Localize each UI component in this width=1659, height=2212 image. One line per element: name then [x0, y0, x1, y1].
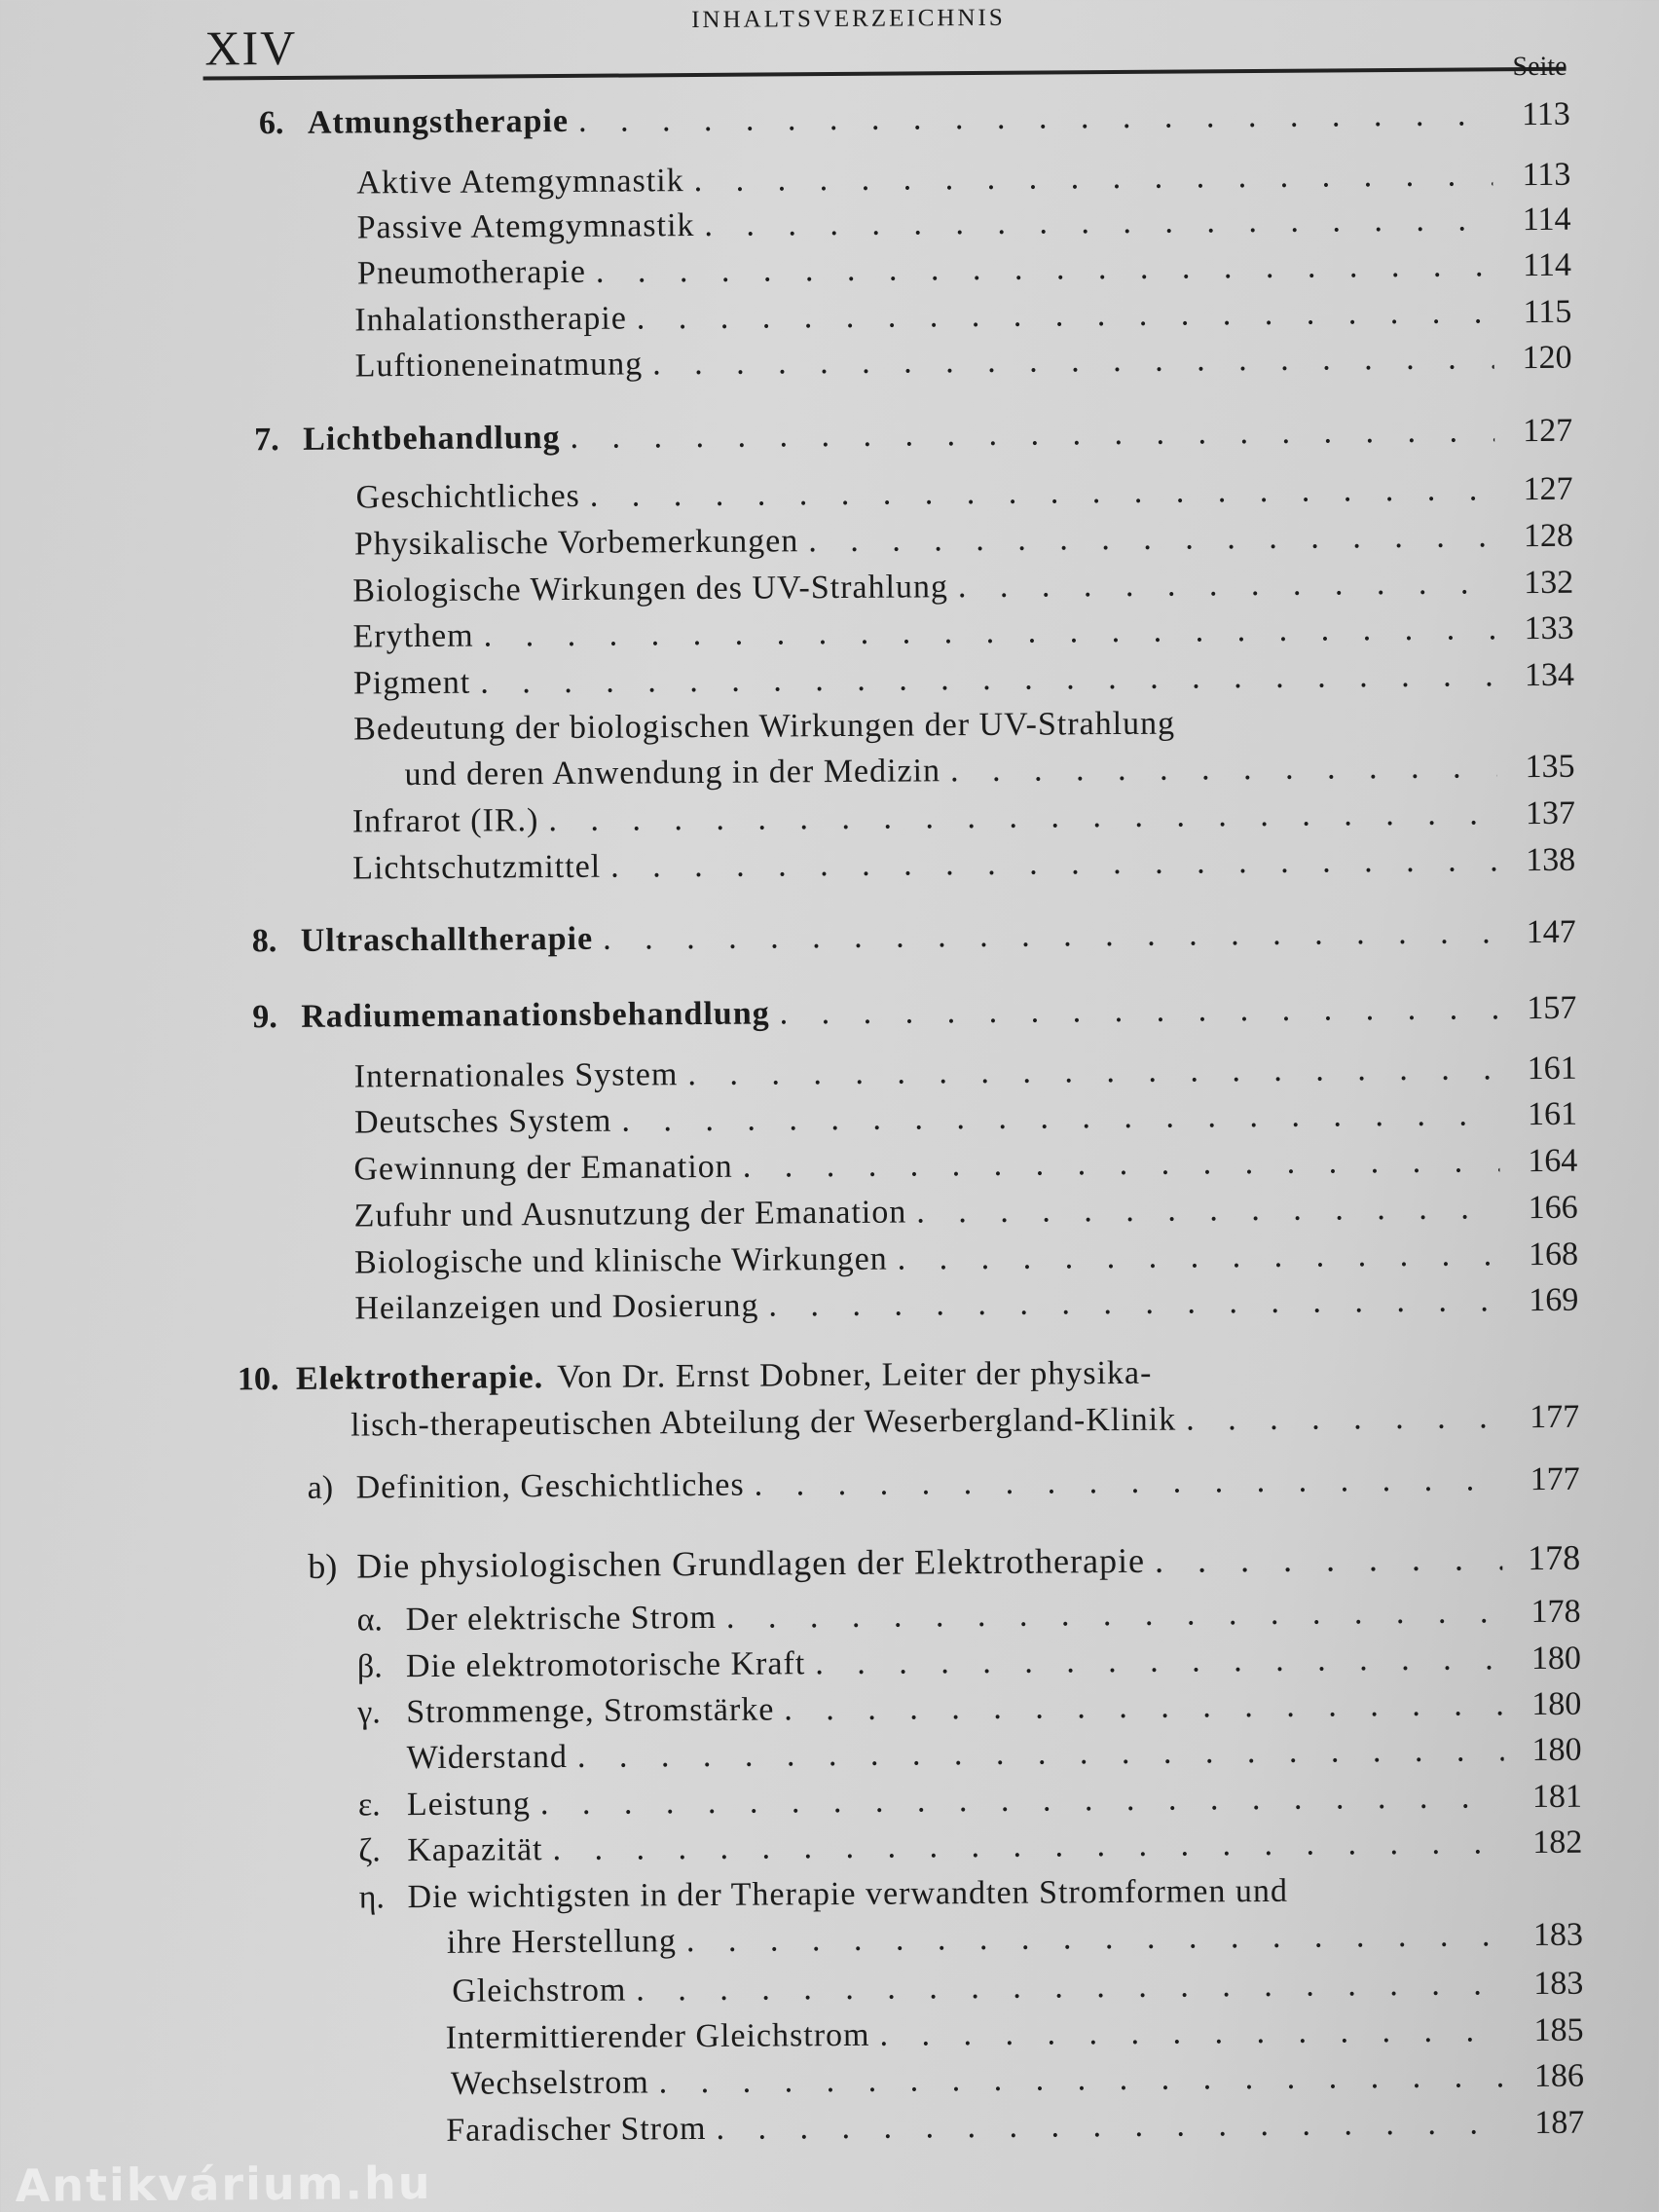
toc-entry-title: Wechselstrom [450, 2064, 649, 2102]
watermark: Antikvárium.hu [15, 2156, 432, 2212]
toc-entry [356, 157, 1570, 203]
toc-entry-page: 133 [1524, 609, 1574, 647]
toc-entry-page: 134 [1524, 656, 1575, 694]
toc-entry [353, 703, 1574, 749]
toc-entry-number: η. [358, 1879, 386, 1916]
toc-entry-title: Die physiologischen Grundlagen der Elektrotherapie [356, 1540, 1146, 1586]
toc-entry [358, 1871, 1582, 1917]
toc-entry [259, 96, 1570, 142]
toc-entry-number: 8. [251, 923, 277, 960]
toc-entry-page: 137 [1525, 794, 1575, 832]
toc-entry [355, 340, 1572, 386]
toc-entry-title: Erythem [352, 617, 474, 655]
toc-entry-page: 120 [1522, 339, 1572, 377]
toc-entry-page: 182 [1532, 1824, 1583, 1862]
dot-leader [596, 247, 1493, 290]
dot-leader [484, 610, 1496, 654]
toc-entry [354, 1282, 1578, 1328]
dot-leader [1186, 1399, 1501, 1438]
toc-entry-page: 181 [1531, 1778, 1583, 1816]
toc-entry-title: Der elektrische Strom [405, 1599, 718, 1639]
toc-entry-title: Passive Atemgymnastik [356, 207, 695, 246]
toc-entry-page: 147 [1526, 913, 1576, 951]
dot-leader [898, 1236, 1501, 1277]
toc-entry-number: 9. [252, 999, 277, 1036]
dot-leader [621, 1096, 1499, 1139]
toc-entry-page: 128 [1523, 517, 1574, 555]
toc-entry-page: 178 [1528, 1537, 1581, 1578]
toc-entry-title: Intermittierender Gleichstrom [445, 2016, 870, 2056]
toc-entry [353, 657, 1574, 703]
dot-leader [1155, 1537, 1503, 1580]
header-rule [203, 67, 1567, 81]
toc-entry [354, 294, 1571, 340]
toc-entry-number: α. [356, 1602, 384, 1639]
toc-entry [358, 1779, 1582, 1825]
toc-entry-page: 180 [1531, 1731, 1582, 1769]
toc-entry-title: Die elektromotorische Kraft [405, 1645, 806, 1685]
toc-entry-page: 178 [1530, 1593, 1581, 1631]
dot-leader [570, 413, 1494, 457]
toc-entry [404, 749, 1574, 793]
toc-entry-page: 113 [1522, 156, 1571, 194]
dot-leader [950, 749, 1497, 790]
toc-entry-number: γ. [357, 1694, 381, 1731]
toc-entry [406, 1732, 1581, 1777]
toc-entry-title: Widerstand [406, 1738, 569, 1777]
toc-entry-number: 10. [237, 1361, 279, 1398]
toc-entry-title: Deutsches System [353, 1102, 612, 1141]
toc-entry [452, 1966, 1583, 2010]
toc-entry [446, 2105, 1584, 2150]
toc-entry [352, 842, 1575, 888]
dot-leader [480, 657, 1496, 701]
toc-entry-page: 113 [1521, 95, 1570, 133]
toc-entry-title: Kapazität [407, 1831, 543, 1869]
toc-entry-page: 161 [1527, 1050, 1577, 1088]
toc-entry-number: 6. [258, 104, 284, 142]
dot-leader [694, 157, 1493, 200]
dot-leader [603, 914, 1498, 957]
toc-entry [354, 1096, 1577, 1142]
dot-leader [704, 202, 1493, 244]
toc-entry-title: Bedeutung der biologischen Wirkungen der UV-Strahlung [353, 705, 1176, 748]
toc-entry-page: 127 [1522, 412, 1573, 450]
dot-leader [659, 2058, 1506, 2101]
toc-entry-page: 183 [1533, 1965, 1584, 2003]
toc-entry-page: 164 [1528, 1142, 1578, 1180]
page-number: XIV [204, 19, 298, 76]
dot-leader [540, 1779, 1504, 1823]
toc-entry [354, 1190, 1578, 1235]
dot-leader [686, 1917, 1505, 1960]
toc-entry-title: Radiumemanationsbehandlung [301, 995, 770, 1035]
toc-entry-title: Physikalische Vorbemerkungen [353, 523, 799, 563]
toc-entry-number: b) [308, 1546, 338, 1586]
toc-entry-page: 132 [1524, 564, 1574, 602]
toc-entry-title: Pneumotherapie [356, 253, 587, 292]
dot-leader [652, 340, 1494, 383]
toc-entry-number: ε. [357, 1787, 381, 1824]
dot-leader [755, 1461, 1502, 1503]
toc-entry-title: ihre Herstellung [446, 1923, 678, 1961]
toc-entry-title: Faradischer Strom [446, 2110, 707, 2149]
dot-leader [687, 1051, 1499, 1093]
toc-entry-title: Aktive Atemgymnastik [356, 163, 684, 202]
toc-entry-page: 186 [1533, 2057, 1585, 2095]
toc-entry-page: 168 [1528, 1235, 1579, 1273]
toc-entry-title: lisch-therapeutischen Abteilung der Weserbergland-Klinik [350, 1401, 1177, 1444]
running-header-title: INHALTSVERZEICHNIS [691, 4, 1006, 34]
dot-leader [716, 2105, 1506, 2148]
toc-entry-page: 157 [1527, 989, 1577, 1027]
toc-entry-page: 183 [1532, 1916, 1584, 1954]
toc-entry-title: Inhalationstherapie [354, 300, 627, 339]
toc-entry-title: Geschichtliches [355, 477, 580, 516]
toc-entry-page: 135 [1525, 748, 1575, 786]
toc-entry [445, 2012, 1583, 2057]
dot-leader [637, 294, 1494, 337]
toc-entry [357, 1641, 1581, 1686]
toc-entry-title: Die wichtigsten in der Therapie verwandten Stromformen und [407, 1872, 1289, 1916]
toc-entry-title: Biologische und klinische Wirkungen [353, 1240, 888, 1281]
dot-leader [784, 1686, 1503, 1728]
toc-entry [358, 1825, 1582, 1870]
toc-entry [252, 914, 1576, 960]
toc-entry-page: 127 [1523, 470, 1573, 508]
dot-leader [590, 471, 1495, 514]
toc-entry-title: Leistung [406, 1786, 532, 1824]
toc-entry [354, 518, 1573, 564]
toc-entry-title: Pigment [352, 664, 471, 702]
toc-entry [238, 1352, 1579, 1399]
toc-entry [252, 990, 1576, 1036]
dot-leader [743, 1143, 1500, 1185]
seite-column-label: Seite [1512, 51, 1567, 83]
toc-entry-title: Biologische Wirkungen des UV-Strahlung [352, 569, 949, 609]
dot-leader [958, 565, 1496, 606]
toc-entry [355, 471, 1572, 517]
toc-entry [354, 1236, 1578, 1282]
dot-leader [879, 2012, 1505, 2053]
toc-entry-page: 161 [1527, 1095, 1578, 1133]
toc-entry [447, 1917, 1583, 1962]
toc-entry [254, 413, 1572, 459]
dot-leader [780, 990, 1499, 1032]
toc-entry-title: Lichtbehandlung [303, 419, 561, 458]
toc-entry-number: β. [356, 1648, 383, 1685]
toc-entry-title: Strommenge, Stromstärke [406, 1691, 775, 1731]
toc-entry-title: Zufuhr und Ausnutzung der Emanation [353, 1194, 907, 1235]
dot-leader [577, 1732, 1504, 1776]
toc-entry [354, 1051, 1577, 1096]
toc-entry [352, 795, 1575, 841]
dot-leader [636, 1966, 1505, 2009]
toc-entry-page: 115 [1523, 293, 1572, 331]
dot-leader [916, 1190, 1500, 1231]
toc-entry-author: Von Dr. Ernst Dobner, Leiter der physika- [557, 1354, 1153, 1396]
toc-entry-page: 180 [1531, 1685, 1582, 1723]
toc-entry-title: Internationales System [353, 1056, 679, 1095]
toc-entry-title: Gleichstrom [452, 1972, 627, 2009]
toc-entry-title: Elektrotherapie. [295, 1359, 544, 1397]
toc-entry-page: 169 [1529, 1281, 1579, 1319]
toc-entry [350, 1399, 1579, 1445]
toc-entry-page: 177 [1530, 1460, 1580, 1498]
toc-entry [308, 1537, 1580, 1587]
dot-leader [578, 96, 1493, 140]
toc-entry-title: Lichtschutzmittel [352, 848, 602, 887]
dot-leader [552, 1825, 1504, 1868]
toc-entry [308, 1461, 1580, 1507]
dot-leader [815, 1641, 1503, 1682]
toc-entry [357, 202, 1571, 247]
toc-entry-title: Definition, Geschichtliches [355, 1466, 745, 1506]
toc-entry-page: 114 [1523, 246, 1572, 284]
toc-entry-title: Ultraschalltherapie [300, 920, 594, 959]
toc-entry [353, 1143, 1577, 1189]
toc-entry-title: Gewinnung der Emanation [353, 1148, 733, 1188]
toc-entry-title: Luftioneneinatmung [354, 346, 644, 385]
toc-entry-page: 166 [1528, 1189, 1578, 1227]
dot-leader [768, 1282, 1500, 1324]
toc-entry-number: 7. [254, 422, 279, 459]
toc-entry-title: Infrarot (IR.) [351, 802, 539, 840]
toc-entry-page: 185 [1533, 2011, 1584, 2049]
toc-entry-title: Heilanzeigen und Dosierung [354, 1287, 759, 1327]
dot-leader [726, 1594, 1503, 1637]
dot-leader [548, 795, 1497, 839]
toc-entry [357, 1686, 1581, 1732]
toc-entry-title: Atmungstherapie [307, 102, 570, 141]
toc-entry [356, 1594, 1580, 1640]
toc-entry-number: ζ. [358, 1832, 381, 1869]
toc-entry-page: 177 [1530, 1398, 1580, 1436]
toc-entry-title: und deren Anwendung in der Medizin [404, 753, 941, 793]
toc-entry [451, 2058, 1584, 2103]
toc-entry [352, 610, 1573, 656]
toc-entry-page: 138 [1526, 841, 1576, 879]
dot-leader [610, 842, 1497, 885]
toc-entry [352, 565, 1573, 610]
toc-entry-page: 187 [1534, 2104, 1585, 2142]
toc-entry-page: 180 [1530, 1640, 1582, 1677]
toc-entry [357, 247, 1571, 293]
dot-leader [808, 518, 1495, 560]
toc-entry-page: 114 [1522, 201, 1571, 239]
toc-entry-number: a) [307, 1469, 334, 1506]
